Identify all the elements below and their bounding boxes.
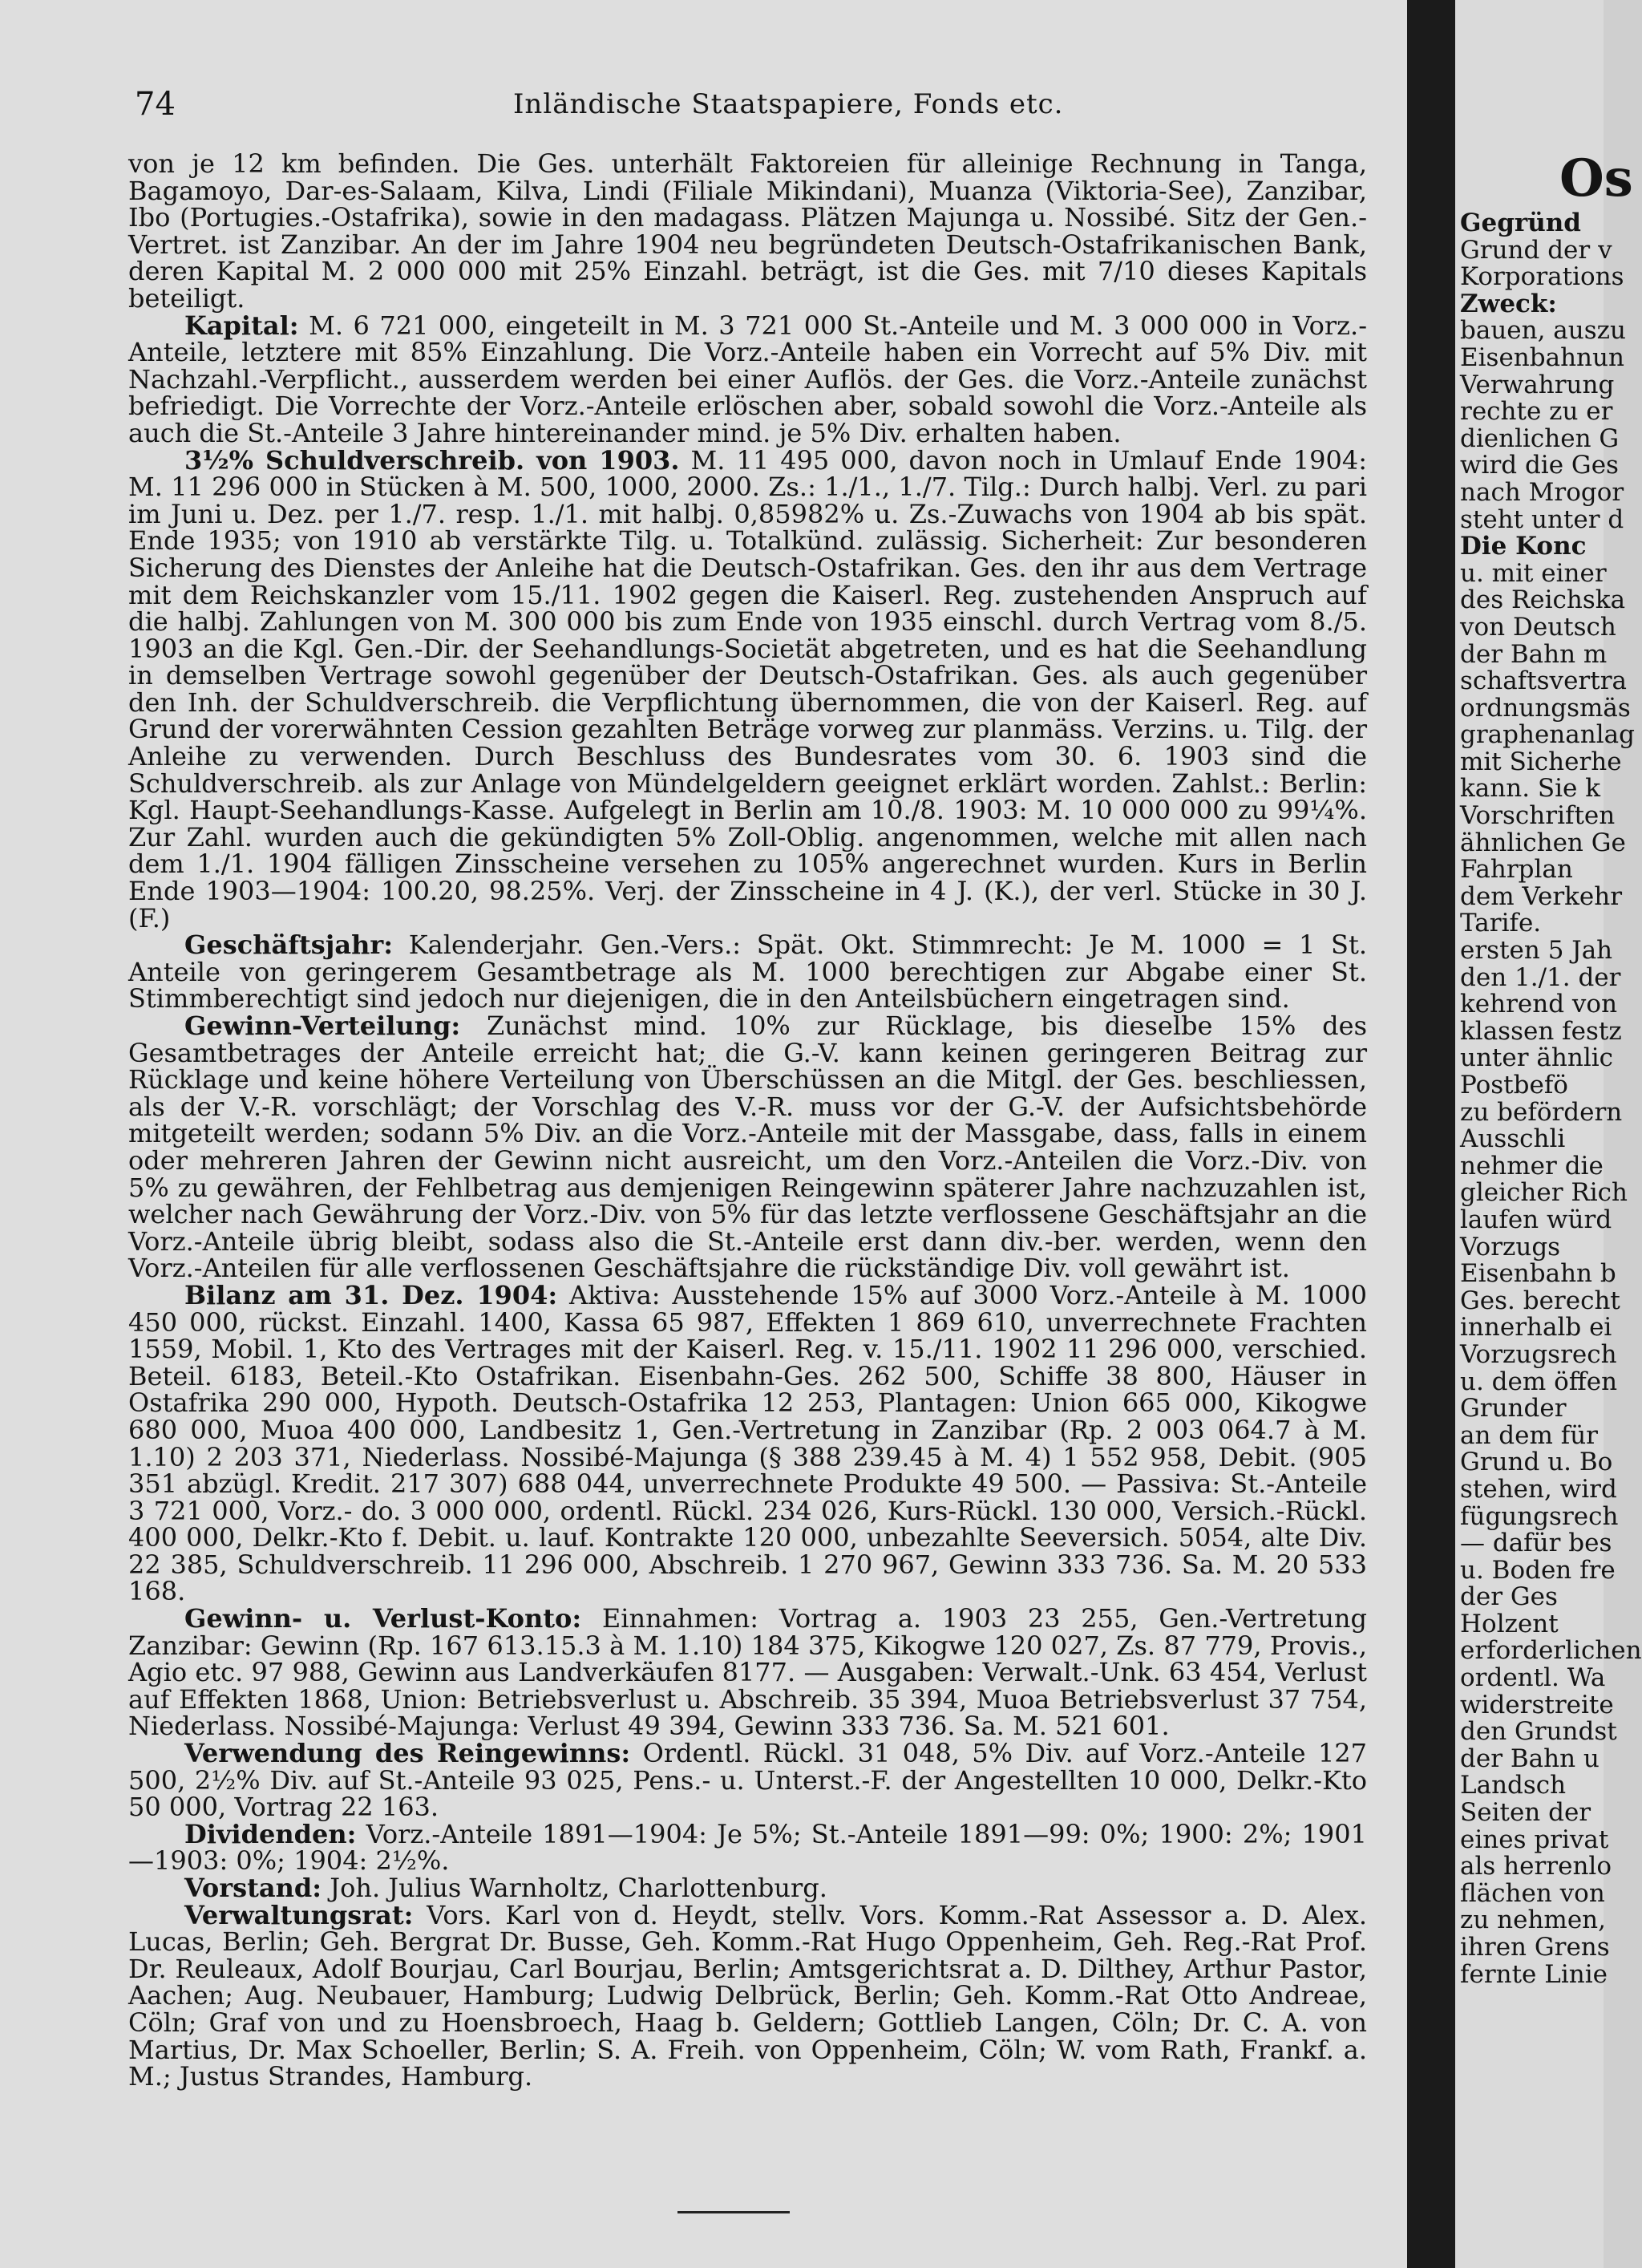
facing-page-line: den 1./1. der <box>1460 962 1621 992</box>
facing-page-line: fernte Linie <box>1460 1959 1608 1989</box>
section-label: Geschäftsjahr: <box>184 929 393 961</box>
facing-page-line: schaftsvertra <box>1460 666 1627 696</box>
facing-page-line: nach Mrogor <box>1460 477 1624 507</box>
section-kapital <box>128 310 1368 448</box>
section-geschaeftsjahr <box>128 929 1368 1015</box>
facing-page-line: Zweck: <box>1460 289 1557 318</box>
section-text: Vorz.-Anteile 1891—1904: Je 5%; St.-Anteile 1891—99: 0%; 1900: 2%; 1901—1903: 0%; 1904: 2½%. <box>128 1818 1368 1877</box>
section-gewinn-verlust-konto <box>128 1603 1368 1742</box>
facing-page-line: ihren Grens <box>1460 1933 1610 1962</box>
section-label: Verwendung des Reingewinns: <box>184 1738 631 1769</box>
facing-page-line: fügungsrech <box>1460 1501 1619 1531</box>
facing-page-line: kann. Sie k <box>1460 774 1601 804</box>
page-number: 74 <box>135 86 176 123</box>
facing-page-line: dienlichen G <box>1460 423 1620 453</box>
facing-page-line: Eisenbahn b <box>1460 1259 1616 1289</box>
facing-page-line: u. dem öffen <box>1460 1367 1618 1396</box>
section-label: Bilanz am 31. Dez. 1904: <box>184 1279 558 1310</box>
section-label: Gewinn-Verteilung: <box>184 1010 461 1041</box>
facing-page-line: dem Verkehr <box>1460 881 1623 911</box>
section-verwaltungsrat <box>128 1899 1368 2092</box>
facing-page-line: innerhalb ei <box>1460 1313 1612 1343</box>
facing-page-line: Grunder <box>1460 1394 1567 1424</box>
facing-page-line: Vorzugs <box>1460 1232 1561 1262</box>
entry-text <box>128 148 1368 2092</box>
section-verwendung-reingewinn <box>128 1740 1367 1821</box>
facing-page-line: unter ähnlic <box>1460 1043 1614 1073</box>
facing-page-line: den Grundst <box>1460 1717 1617 1747</box>
facing-page-line: u. mit einer <box>1460 558 1607 588</box>
facing-page-line: kehrend von <box>1460 990 1618 1019</box>
section-schuldverschreibung <box>128 444 1368 934</box>
facing-page-line: als herrenlo <box>1460 1852 1612 1881</box>
facing-page-line: flächen von <box>1460 1878 1605 1908</box>
section-text: Zunächst mind. 10% zur Rücklage, bis dieselbe 15% des Gesamtbetrages der Anteile erreicht hat; die G.-V. kann keinen geringeren Beitrag zur Rücklage und keine höhere Verteilung von Überschüssen an die Mitgl. der Ges. beschliessen, als der V.-R. vorschlägt; der Vorschlag des V.-R. muss vor der G.-V. der Aufsichtsbehörde mitgeteilt werden; sodann 5% Div. an die Vorz.-Anteile mit der Massgabe, dass, falls in einem oder mehreren Jahren der Gewinn nicht ausreicht, um den Vorz.-Anteilen die Vorz.-Div. von 5% zu gewähren, der Fehlbetrag aus demjenigen Reingewinn späterer Jahre nachzuzahlen ist, welcher nach Gewährung der Vorz.-Div. von 5% für das letzte verflossene Geschäftsjahr an die Vorz.-Anteile übrig bleibt, sodass also die St.-Anteile erst dann div.-ber. werden, wenn den Vorz.-Anteilen für alle verflossenen Geschäftsjahre die rückständige Div. voll gewährt ist. <box>128 1010 1368 1284</box>
facing-page-line: laufen würd <box>1460 1205 1612 1234</box>
section-text: M. 11 495 000, davon noch in Umlauf Ende 1904: M. 11 296 000 in Stücken à M. 500, 1000, 2000. Zs.: 1./1., 1./7. Tilg.: Durch halbj. Verl. zu pari im Juni u. Dez. per 1./7. resp. 1./1. mit halbj. 0,85982% u. Zs.-Zuwachs von 1904 ab bis spät. Ende 1935; von 1910 ab verstärkte Tilg. u. Totalkünd. zulässig. Sicherheit: Zur besonderen Sicherung des Dienstes der Anleihe hat die Deutsch-Ostafrikan. Ges. den ihr aus dem Vertrage mit dem Reichskanzler vom 15./11. 1902 gegen die Kaiserl. Reg. zustehenden Anspruch auf die halbj. Zahlungen von M. 300 000 bis zum Ende von 1935 einschl. durch Vertrag vom 8./5. 1903 an die Kgl. Gen.-Dir. der Seehandlungs-Societät abgetreten, und es hat die Seehandlung in demselben Vertrage sowohl gegenüber der Deutsch-Ostafrikan. Ges. als auch gegenüber den Inh. der Schuldverschreib. die Verpflichtung übernommen, die von der Kaiserl. Reg. auf Grund der vorerwähnten Cession gezahlten Beträge vorweg zur planmäss. Verzins. u. Tilg. der Anleihe zu verwenden. Durch Beschluss des Bundesrates vom 30. 6. 1903 sind die Schuldverschreib. als zur Anlage von Mündelgeldern geeignet erklärt worden. Zahlst.: Berlin: Kgl. Haupt-Seehandlungs-Kasse. Aufgelegt in Berlin am 10./8. 1903: M. 10 000 000 zu 99¼%. Zur Zahl. wurden auch die gekündigten 5% Zoll-Oblig. angenommen, welche mit allen nach dem 1./1. 1904 fälligen Zinsscheine versehen zu 105% angerechnet wurden. Kurs in Berlin Ende 1903—1904: 100.20, 98.25%. Verj. der Zinsscheine in 4 J. (K.), der verl. Stücke in 30 J. (F.) <box>128 444 1368 934</box>
facing-page-line: stehen, wird <box>1460 1474 1617 1504</box>
facing-page-line: zu befördern <box>1460 1097 1623 1127</box>
section-label: Vorstand: <box>184 1873 322 1903</box>
facing-page-line: u. Boden fre <box>1460 1555 1616 1585</box>
closing-rule <box>677 2211 790 2213</box>
facing-page-line: Tarife. <box>1460 909 1542 938</box>
section-label: Verwaltungsrat: <box>184 1899 414 1930</box>
page-header-title: Inländische Staatspapiere, Fonds etc. <box>513 88 1064 120</box>
section-label: Kapital: <box>184 310 299 341</box>
section-label: Dividenden: <box>184 1818 357 1849</box>
section-text: Kalenderjahr. Gen.-Vers.: Spät. Okt. Stimmrecht: Je M. 1000 = 1 St. Anteile von geringerem Gesamtbetrage als M. 1000 berechtigen zur Abgabe einer St. Stimmberechtigt sind jedoch nur diejenigen, die in den Anteilsbüchern eingetragen sind. <box>128 929 1368 1015</box>
section-vorstand <box>128 1875 1367 1902</box>
facing-page-line: — dafür bes <box>1460 1529 1612 1558</box>
facing-page-line: klassen festz <box>1460 1016 1622 1046</box>
facing-page-line: Ausschli <box>1460 1124 1566 1154</box>
facing-page-line: Verwahrung <box>1460 370 1615 399</box>
facing-page-line: steht unter d <box>1460 504 1624 534</box>
facing-page-line: gleicher Rich <box>1460 1178 1628 1208</box>
facing-page-title: Os <box>1559 148 1633 209</box>
section-text: M. 6 721 000, eingeteilt in M. 3 721 000 St.-Anteile und M. 3 000 000 in Vorz.-Anteile, letztere mit 85% Einzahlung. Die Vorz.-Anteile haben ein Vorrecht auf 5% Div. mit Nachzahl.-Verpflicht., ausserdem werden bei einer Auflös. der Ges. die Vorz.-Anteile zunächst befriedigt. Die Vorrechte der Vorz.-Anteile erlöschen aber, sobald sowohl die Vorz.-Anteile als auch die St.-Anteile 3 Jahre hintereinander mind. je 5% Div. erhalten haben. <box>128 310 1368 448</box>
facing-page-line: Korporations <box>1460 262 1624 292</box>
facing-page-line: des Reichska <box>1460 585 1626 615</box>
facing-page-line: graphenanlag <box>1460 720 1635 750</box>
facing-page-line: eines privat <box>1460 1825 1609 1854</box>
facing-page-line: Seiten der <box>1460 1798 1591 1828</box>
facing-page-line: der Bahn u <box>1460 1744 1600 1773</box>
facing-page-line: Postbefö <box>1460 1071 1568 1100</box>
facing-page-lines <box>1455 210 1642 1988</box>
facing-page-line: mit Sicherhe <box>1460 747 1622 776</box>
facing-page-line: zu nehmen, <box>1460 1906 1606 1935</box>
facing-page-line: ähnlichen Ge <box>1460 828 1626 857</box>
facing-page-line: Ges. berecht <box>1460 1286 1620 1315</box>
facing-page-line: Eisenbahnun <box>1460 342 1624 372</box>
facing-page-line: ersten 5 Jah <box>1460 936 1613 966</box>
facing-page-line: ordnungsmäs <box>1460 693 1631 723</box>
running-head <box>128 84 1363 124</box>
facing-page-line: Landsch <box>1460 1771 1567 1800</box>
facing-page-line: Vorschriften <box>1460 801 1616 831</box>
section-text: Joh. Julius Warnholtz, Charlottenburg. <box>330 1873 827 1903</box>
section-bilanz <box>128 1279 1368 1607</box>
section-dividenden <box>128 1818 1368 1877</box>
facing-page-line: wird die Ges <box>1460 451 1619 480</box>
book-gutter <box>1407 0 1455 2268</box>
section-text: Ordentl. Rückl. 31 048, 5% Div. auf Vorz.-Anteile 127 500, 2½% Div. auf St.-Anteile 93 025, Pens.- u. Unterst.-F. der Angestellten 10 000, Delkr.-Kto 50 000, Vortrag 22 163. <box>128 1738 1368 1823</box>
facing-page-line: rechte zu er <box>1460 397 1613 427</box>
facing-page-line: Grund der v <box>1460 235 1612 265</box>
facing-page-line: Vorzugsrech <box>1460 1339 1617 1369</box>
facing-page-line: Die Konc <box>1460 532 1587 561</box>
facing-page-line: von Deutsch <box>1460 612 1616 642</box>
section-text: Aktiva: Ausstehende 15% auf 3000 Vorz.-Anteile à M. 1000 450 000, rückst. Einzahl. 1400, Kassa 65 987, Effekten 1 869 610, unverrechnete Frachten 1559, Mobil. 1, Kto des Vertrages mit der Kaiserl. Reg. v. 15./11. 1902 11 296 000, verschied. Beteil. 6183, Beteil.-Kto Ostafrikan. Eisenbahn-Ges. 262 500, Schiffe 38 800, Häuser in Ostafrika 290 000, Hypoth. Deutsch-Ostafrika 12 253, Plantagen: Union 665 000, Kikogwe 680 000, Muoa 400 000, Landbesitz 1, Gen.-Vertretung in Zanzibar (Rp. 2 003 064.7 à M. 1.10) 2 203 371, Niederlass. Nossibé-Majunga (§ 388 239.45 à M. 4) 1 552 958, Debit. (905 351 abzügl. Kredit. 217 307) 688 044, unverrechnete Produkte 49 500. — Passiva: St.-Anteile 3 721 000, Vorz.- do. 3 000 000, ordentl. Rückl. 234 026, Kurs-Rückl. 130 000, Versich.-Rückl. 400 000, Delkr.-Kto f. Debit. u. lauf. Kontrakte 120 000, unbezahlte Seeversich. 5054, alte Div. 22 385, Schuldverschreib. 11 296 000, Abschreib. 1 270 967, Gewinn 333 736. Sa. M. 20 533 168. <box>128 1279 1368 1607</box>
facing-page-line: der Bahn m <box>1460 639 1608 669</box>
facing-page-fragment <box>1455 0 1642 2268</box>
section-text: Vors. Karl von d. Heydt, stellv. Vors. Komm.-Rat Assessor a. D. Alex. Lucas, Berlin; Geh. Bergrat Dr. Busse, Geh. Komm.-Rat Hugo Oppenheim, Geh. Reg.-Rat Prof. Dr. Reuleaux, Adolf Bourjau, Carl Bourjau, Berlin; Amtsgerichtsrat a. D. Dilthey, Arthur Pastor, Aachen; Aug. Neubauer, Hamburg; Ludwig Delbrück, Berlin; Geh. Komm.-Rat Otto Andreae, Cöln; Graf von und zu Hoensbroech, Haag b. Geldern; Gottlieb Langen, Cöln; Dr. C. A. von Martius, Dr. Max Schoeller, Berlin; S. A. Freih. von Oppenheim, Cöln; W. vom Rath, Frankf. a. M.; Justus Strandes, Hamburg. <box>128 1899 1368 2092</box>
facing-page-line: Gegründ <box>1460 209 1581 237</box>
facing-page-line: bauen, auszu <box>1460 316 1626 346</box>
facing-page-line: widerstreite <box>1460 1690 1614 1719</box>
intro-paragraph: von je 12 km befinden. Die Ges. unterhält Faktoreien für alleinige Rechnung in Tanga, Bagamoyo, Dar-es-Salaam, Kilva, Lindi (Filiale Mikindani), Muanza (Viktoria-See), Zanzibar, Ibo (Portugies.-Ostafrika), sowie in den madagass. Plätzen Majunga u. Nossibé. Sitz der Gen.-Vertret. ist Zanzibar. An der im Jahre 1904 neu begründeten Deutsch-Ostafrikanischen Bank, deren Kapital M. 2 000 000 mit 25% Einzahl. beträgt, ist die Ges. mit 7/10 dieses Kapitals beteiligt. <box>128 148 1367 314</box>
facing-page-line: erforderlichen <box>1460 1636 1642 1666</box>
facing-page-line: an dem für <box>1460 1420 1598 1450</box>
section-label: Gewinn- u. Verlust-Konto: <box>184 1603 582 1634</box>
section-label: 3½% Schuldverschreib. von 1903. <box>184 444 680 476</box>
section-gewinn-verteilung <box>128 1010 1368 1284</box>
facing-page-line: ordentl. Wa <box>1460 1663 1606 1693</box>
facing-page-line: der Ges <box>1460 1582 1558 1612</box>
facing-page-line: Grund u. Bo <box>1460 1448 1613 1477</box>
section-text: Einnahmen: Vortrag a. 1903 23 255, Gen.-Vertretung Zanzibar: Gewinn (Rp. 167 613.15.3 à M. 1.10) 184 375, Kikogwe 120 027, Zs. 87 779, Provis., Agio etc. 97 988, Gewinn aus Landverkäufen 8177. — Ausgaben: Verwalt.-Unk. 63 454, Verlust auf Effekten 1868, Union: Betriebsverlust u. Abschreib. 35 394, Muoa Betriebsverlust 37 754, Niederlass. Nossibé-Majunga: Verlust 49 394, Gewinn 333 736. Sa. M. 521 601. <box>128 1603 1368 1742</box>
facing-page-line: nehmer die <box>1460 1151 1604 1181</box>
facing-page-line: Fahrplan <box>1460 855 1573 885</box>
facing-page-line: Holzent <box>1460 1609 1559 1638</box>
